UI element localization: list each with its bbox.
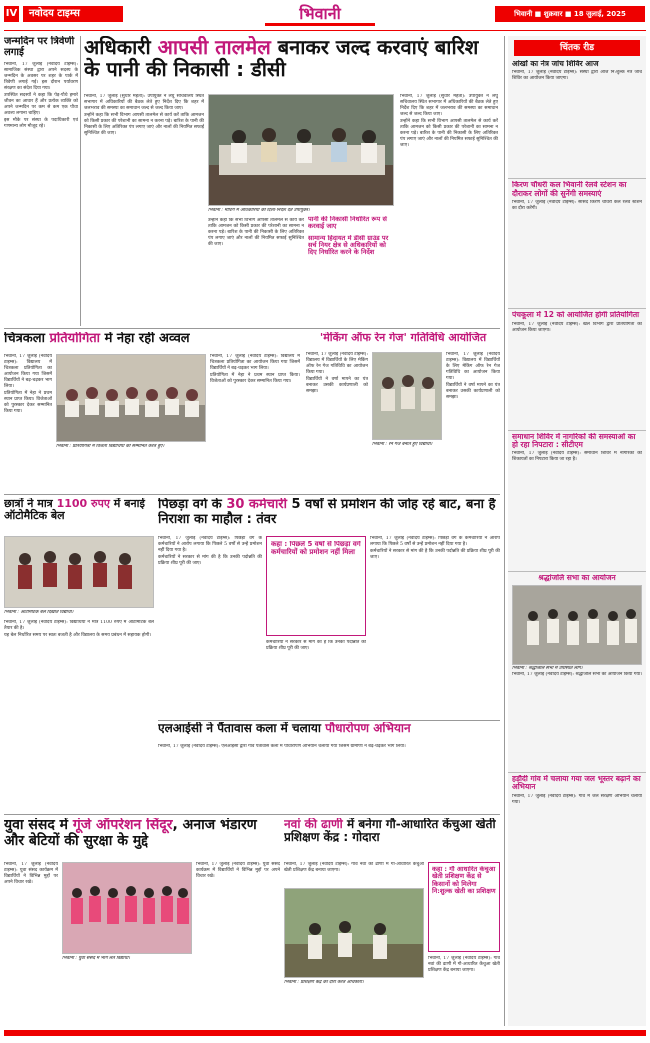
- painting-body-col2: भिवानी, 17 जुलाई (नवोदय टाइम्स): विद्यालय में चित्रकला प्रतियोगिता का आयोजन किया गया जिसमें विद्यार्थियों ने बढ़-चढ़कर भाग लिया। प्रतियोगिता में नेहा ने प्रथम स्थान प्राप्त किया। विजेताओं को पुरस्कार देकर सम्मानित किया गया।: [210, 354, 300, 384]
- lead-headline: अधिकारी आपसी तालमेल बनाकर जल्द करवाएं बारिश के पानी की निकासी : डीसी: [84, 36, 479, 82]
- gaushala-photo-caption: भिवानी : प्रशिक्षण केंद्र का दौरा करते अधिकारी।: [284, 980, 364, 985]
- promotion-quote-box: कहा : पिछले 5 वर्षों से पिछड़ा वर्ग कर्मचारियों को प्रमोशन नहीं मिला: [266, 536, 366, 636]
- right-story: किरण चौधरी कल भिवानी रेलवे स्टेशन का दौराकर लोगों की सुनेंगी समस्याएं भिवानी, 17 जुलाई (नवोदय टाइम्स): सांसद किरण चौधरी कल रेलवे स्टेशन का दौरा करेंगी।: [508, 178, 646, 308]
- gaushala-headline: नवां की ढाणी में बनेगा गौ-आधारित केंचुआ खेती प्रशिक्षण केंद्र : गोदारा: [284, 818, 496, 845]
- lic-headline: एलआईसी ने पैंतावास कला में चलाया पौधारोपण अभियान: [158, 722, 411, 735]
- gathering-photo: [513, 586, 642, 665]
- rain-gauge-story: [306, 332, 500, 492]
- pullquote-1: पानी की निकासी निर्धारित रूप से करवाई जाए: [308, 216, 387, 231]
- lead-body-col3: भिवानी, 17 जुलाई (सुधीर मेहता): उपायुक्त ने लघु सचिवालय स्थित सभागार में अधिकारियों की बैठक लेते हुए निर्देश दिए कि शहर में जलभराव की समस्या का समाधान जल्द से जल्द किया जाए। उन्होंने कहा कि सभी विभाग आपसी तालमेल से कार्य करें ताकि आमजन को किसी प्रकार की परेशानी का सामना न करना पड़े। बारिश के पानी की निकासी के लिए अतिरिक्त पंप लगाए जाएं और नालों की नियमित सफाई सुनिश्चित की जाए।: [400, 94, 498, 148]
- left-story-body: भिवानी, 17 जुलाई (नवोदय टाइम्स): सामाजिक संस्था द्वारा अपने सदस्य के जन्मदिन के अवसर पर शहर के पार्क में त्रिवेणी लगाई गई। इस दौरान पर्यावरण संरक्षण का संदेश दिया गया। उपस्थित सदस्यों ने कहा कि पेड़-पौधे हमारे जीवन का आधार हैं और प्रत्येक व्यक्ति को अपने जन्मदिन पर कम से कम एक पौधा अवश्य लगाना चाहिए। इस मौके पर संस्था के पदाधिकारी एवं गणमान्य लोग मौजूद रहे।: [4, 62, 78, 130]
- rain-gauge-headline: 'मेकिंग ऑफ रेन गेज' गतिविधि आयोजित: [319, 332, 487, 344]
- section-divider: [158, 720, 500, 721]
- sindoor-photo: [62, 862, 192, 954]
- right-story: आंखों का नेत्र जांच शिविर आज भिवानी, 17 जुलाई (नवोदय टाइम्स): संस्था द्वारा आज नि:शुल्क नेत्र जांच शिविर का आयोजन किया जाएगा।: [512, 60, 642, 82]
- rain-gauge-photo-caption: भिवानी : रेन गेज बनाते हुए विद्यार्थी।: [372, 442, 433, 447]
- students-photo: [373, 353, 442, 440]
- promotion-body-col1: भिवानी, 17 जुलाई (नवोदय टाइम्स): पिछड़ा वर्ग के कर्मचारियों ने आरोप लगाया कि पिछले 5 वर्षों से उन्हें प्रमोशन नहीं दिया गया है। कर्मचारियों ने सरकार से मांग की है कि उनकी पदोन्नति की प्रक्रिया शीघ्र पूरी की जाए।: [158, 536, 262, 566]
- gaushala-photo: [284, 888, 424, 978]
- left-story: [4, 36, 78, 326]
- right-column: [508, 36, 646, 1026]
- rain-gauge-photo: [372, 352, 442, 440]
- right-story: श्रद्धांजलि सभा का आयोजन भिवानी : श्रद्धांजलि सभा में उपस्थित लोग। भिवानी, 17 जुलाई (नवोदय टाइम्स): श्रद्धांजलि सभा का आयोजन किया गया।: [508, 571, 646, 771]
- sindoor-photo-caption: भिवानी : युवा संसद में भाग लेते विद्यार्थी।: [62, 956, 130, 961]
- students-photo: [63, 863, 192, 954]
- column-divider: [80, 36, 81, 326]
- painting-photo: [56, 354, 206, 442]
- pullquote-2: सामान्य हिदायत में डीसी ग्राउंड पर सर्च नियर क्षेत्र से अधिकारियों को दिए निर्धारित करने के निर्देश: [308, 234, 389, 257]
- lic-body: भिवानी, 17 जुलाई (नवोदय टाइम्स): एलआईसी द्वारा गांव पैंतावास कला में पौधारोपण अभियान चलाया गया जिसमें ग्रामीणों ने बढ़-चढ़कर भाग लिया।: [158, 744, 406, 749]
- promotion-headline: पिछड़ा वर्ग के 30 कर्मचारी 5 वर्षों से प्रमोशन की जोह रहे बाट, बना है निराशा का माहौल : तंवर: [158, 498, 496, 527]
- lead-body-col2: उन्होंने कहा कि सभी विभाग आपसी तालमेल से कार्य करें ताकि आमजन को किसी प्रकार की परेशानी का सामना न करना पड़े। बारिश के पानी की निकासी के लिए अतिरिक्त पंप लगाए जाएं और नालों की नियमित सफाई सुनिश्चित की जाए।: [208, 218, 304, 247]
- sindoor-story: [4, 818, 280, 1028]
- lead-body-col1: भिवानी, 17 जुलाई (सुधीर मेहता): उपायुक्त ने लघु सचिवालय स्थित सभागार में अधिकारियों की बैठक लेते हुए निर्देश दिए कि शहर में जलभराव की समस्या का समाधान जल्द से जल्द किया जाए। उन्होंने कहा कि सभी विभाग आपसी तालमेल से कार्य करें ताकि आमजन को किसी प्रकार की परेशानी का सामना न करना पड़े। बारिश के पानी की निकासी के लिए अतिरिक्त पंप लगाए जाएं और नालों की नियमित सफाई सुनिश्चित की जाए।: [84, 94, 204, 136]
- lead-pullquote-box: [308, 216, 394, 316]
- right-section-title: चिंतक रीड: [514, 40, 640, 56]
- city-name: भिवानी: [265, 2, 375, 26]
- painting-body: भिवानी, 17 जुलाई (नवोदय टाइम्स): विद्यालय में चित्रकला प्रतियोगिता का आयोजन किया गया जिसमें विद्यार्थियों ने बढ़-चढ़कर भाग लिया। प्रतियोगिता में नेहा ने प्रथम स्थान प्राप्त किया। विजेताओं को पुरस्कार देकर सम्मानित किया गया।: [4, 354, 52, 414]
- lead-story: [84, 36, 500, 326]
- students-photo: [57, 355, 206, 442]
- lic-story: [158, 722, 500, 812]
- painting-story: [4, 332, 302, 492]
- students-photo: [5, 537, 154, 608]
- gaushala-body: भिवानी, 17 जुलाई (नवोदय टाइम्स): गांव नवां की ढाणी में गौ-आधारित केंचुआ खेती प्रशिक्षण केंद्र बनाया जाएगा।: [284, 862, 424, 873]
- sindoor-headline: युवा संसद में गूंजे ऑपरेशन सिंदूर, अनाज भंडारण और बेटियों की सुरक्षा के मुद्दे: [4, 818, 257, 849]
- sindoor-body-col1: भिवानी, 17 जुलाई (नवोदय टाइम्स): युवा संसद कार्यक्रम में विद्यार्थियों ने विभिन्न मुद्दों पर अपने विचार रखे।: [4, 862, 58, 885]
- section-divider: [4, 494, 500, 495]
- masthead: [0, 0, 650, 32]
- date-line: भिवानी ■ शुक्रवार ■ 18 जुलाई, 2025: [495, 6, 645, 22]
- bell-story: [4, 498, 154, 718]
- section-divider: [4, 814, 500, 815]
- footer-bar: [4, 1030, 646, 1036]
- column-divider: [504, 36, 505, 1026]
- rain-gauge-body: भिवानी, 17 जुलाई (नवोदय टाइम्स): विद्यालय में विद्यार्थियों के लिए मेकिंग ऑफ रेन गेज गतिविधि का आयोजन किया गया। विद्यार्थियों ने वर्षा मापने का यंत्र बनाकर उसकी कार्यप्रणाली को समझा।: [306, 352, 368, 394]
- meeting-photo: [209, 95, 394, 206]
- field-photo: [285, 889, 424, 978]
- painting-headline: चित्रकला प्रतियोगिता में नेहा रही अव्वल: [4, 332, 190, 346]
- bell-photo: [4, 536, 154, 608]
- right-story: समाधान शिविर में नागरिकों की समस्याओं का हो रहा निपटारा : सीटीएम भिवानी, 17 जुलाई (नवोदय टाइम्स): समाधान शिविर में नागरिकों की शिकायतों का निपटारा किया जा रहा है।: [508, 430, 646, 572]
- right-photo: [512, 585, 642, 665]
- promotion-body-col2: कर्मचारियों ने सरकार से मांग की है कि उनकी पदोन्नति की प्रक्रिया शीघ्र पूरी की जाए।: [266, 640, 366, 651]
- gaushala-side-box: कहा : गौ आधारित केंचुआ खेती प्रशिक्षण केंद्र से किसानों को मिलेगा नि:शुल्क खेती का प्रशिक्षण: [428, 862, 500, 952]
- gaushala-story: [284, 818, 500, 1028]
- gaushala-body-col2: भिवानी, 17 जुलाई (नवोदय टाइम्स): गांव नवां की ढाणी में गौ-आधारित केंचुआ खेती प्रशिक्षण केंद्र बनाया जाएगा।: [428, 956, 500, 973]
- promotion-body-col3: भिवानी, 17 जुलाई (नवोदय टाइम्स): पिछड़ा वर्ग के कर्मचारियों ने आरोप लगाया कि पिछले 5 वर्षों से उन्हें प्रमोशन नहीं दिया गया है। कर्मचारियों ने सरकार से मांग की है कि उनकी पदोन्नति की प्रक्रिया शीघ्र पूरी की जाए।: [370, 536, 500, 560]
- painting-photo-caption: भिवानी : प्रतियोगिता में विजेता विद्यार्थियों को सम्मानित करते हुए।: [56, 444, 165, 449]
- section-divider: [4, 328, 500, 329]
- lead-photo: [208, 94, 394, 206]
- bell-photo-caption: भिवानी : ऑटोमैटिक बेल दिखाते विद्यार्थी।: [4, 610, 74, 615]
- promotion-story: [158, 498, 500, 718]
- bell-body: भिवानी, 17 जुलाई (नवोदय टाइम्स): विद्यार्थियों ने मात्र 1100 रुपए में ऑटोमैटिक बेल तैयार की है। यह बेल निर्धारित समय पर स्वतः बजती है और विद्यालय के समय प्रबंधन में सहायक होगी।: [4, 620, 154, 638]
- bell-headline: छात्रों ने मात्र 1100 रुपए में बनाई ऑटोमैटिक बेल: [4, 498, 145, 523]
- masthead-divider: [4, 30, 646, 31]
- rain-gauge-body-col2: भिवानी, 17 जुलाई (नवोदय टाइम्स): विद्यालय में विद्यार्थियों के लिए मेकिंग ऑफ रेन गेज गतिविधि का आयोजन किया गया। विद्यार्थियों ने वर्षा मापने का यंत्र बनाकर उसकी कार्यप्रणाली को समझा।: [446, 352, 500, 400]
- left-story-headline: जन्मदिन पर त्रिवेणी लगाई: [4, 36, 75, 59]
- lead-photo-caption: भिवानी : मीटिंग में अधिकारियों को दिशा-निर्देश देते उपायुक्त।: [208, 208, 310, 213]
- page-number: IV: [4, 6, 19, 22]
- right-story: हड़ौदी गांव में चलाया गया जल भूस्तर बढ़ाने का अभियान भिवानी, 17 जुलाई (नवोदय टाइम्स): गांव में जल संरक्षण अभियान चलाया गया।: [508, 772, 646, 924]
- paper-name: नवोदय टाइम्स: [23, 6, 123, 22]
- sindoor-body-col2: भिवानी, 17 जुलाई (नवोदय टाइम्स): युवा संसद कार्यक्रम में विद्यार्थियों ने विभिन्न मुद्दों पर अपने विचार रखे।: [196, 862, 280, 879]
- right-story: पंचकूला में 12 को आयोजित होगी प्रतियोगिता भिवानी, 17 जुलाई (नवोदय टाइम्स): खेल विभाग द्वारा प्रतियोगिता का आयोजन किया जाएगा।: [508, 308, 646, 429]
